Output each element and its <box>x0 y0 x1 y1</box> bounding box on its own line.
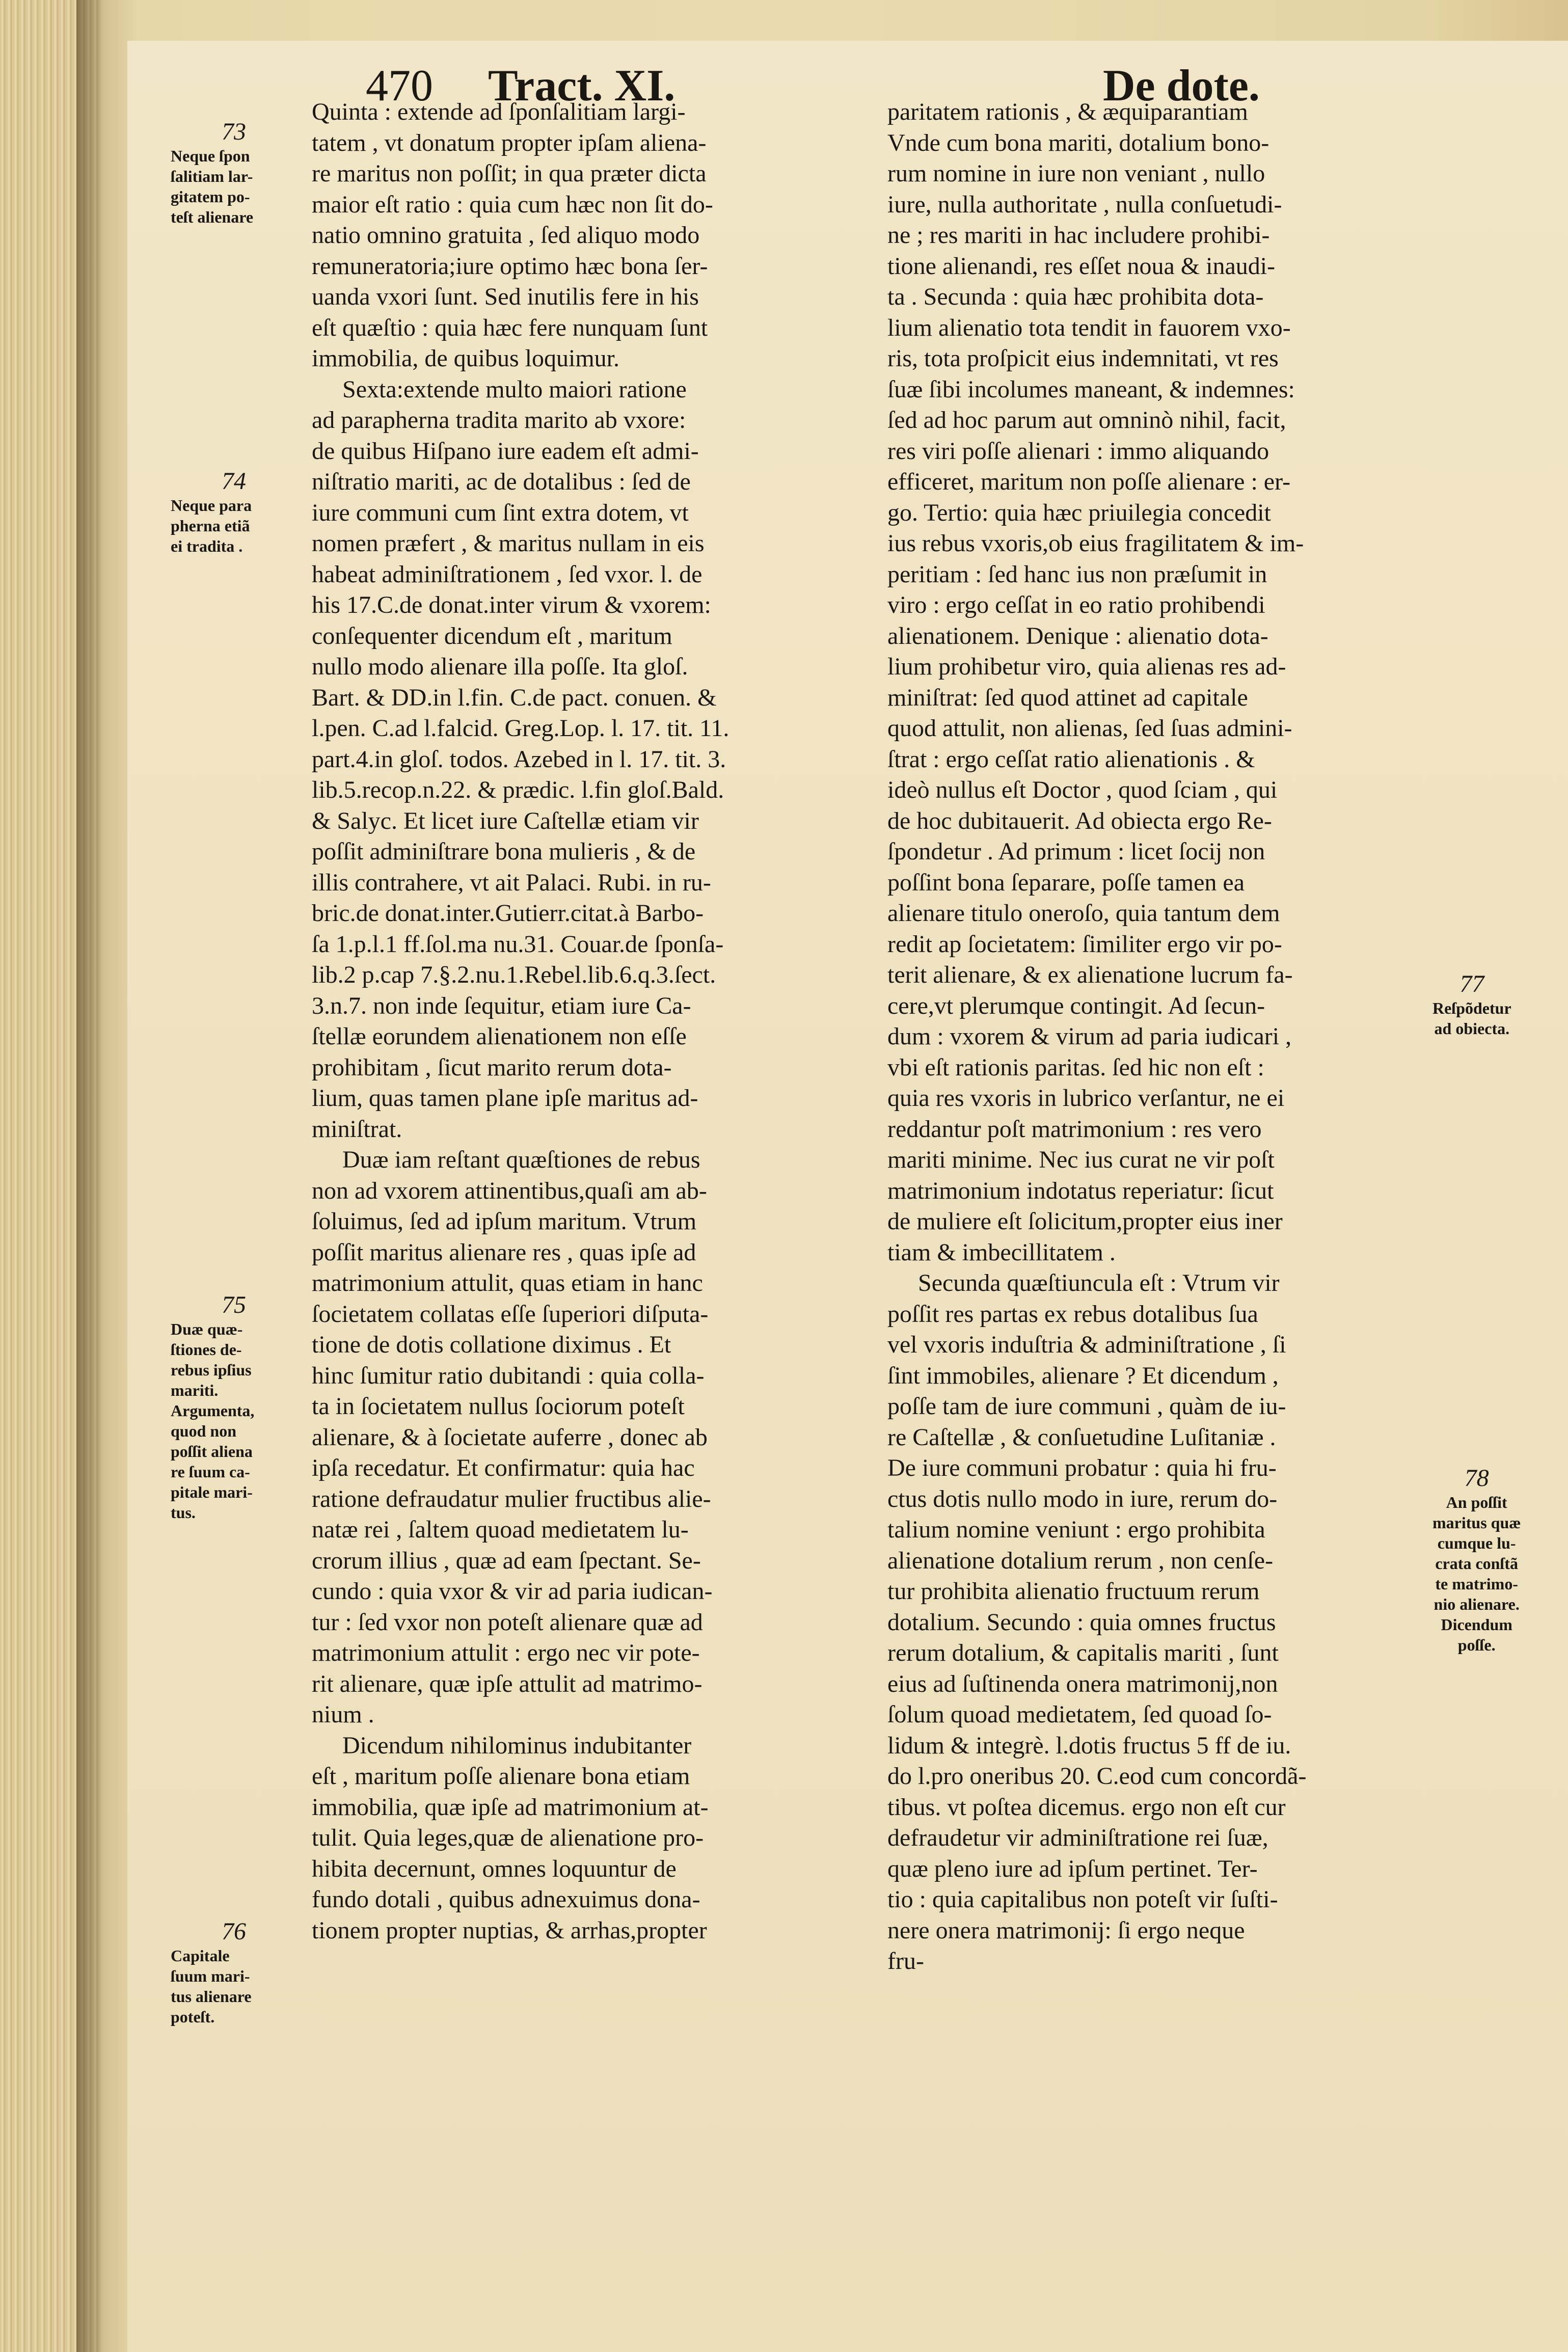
margin-note-line: Argumenta, <box>171 1401 255 1420</box>
text-line: conſequenter dicendum eſt , maritum <box>312 622 672 650</box>
margin-note-line: quod non <box>171 1422 236 1440</box>
margin-note-number: 74 <box>222 468 246 495</box>
text-line: maior eſt ratio : quia cum hæc non ſit do- <box>312 191 713 218</box>
margin-note-line: An poſſit <box>1446 1493 1507 1511</box>
text-line: ſtellæ eorundem alienationem non eſſe <box>312 1023 687 1050</box>
margin-note-number: 77 <box>1459 970 1484 997</box>
margin-note-number: 73 <box>222 118 246 145</box>
margin-note-number: 76 <box>222 1918 246 1945</box>
margin-note-line: tus alienare <box>171 1987 252 2006</box>
text-line: De iure communi probatur : quia hi fru- <box>887 1454 1277 1481</box>
text-line: Bart. & DD.in l.fin. C.de pact. conuen. & <box>312 684 717 711</box>
text-line: ſoluimus, ſed ad ipſum maritum. Vtrum <box>312 1208 697 1235</box>
text-line: poſſit res partas ex rebus dotalibus ſua <box>887 1300 1258 1328</box>
text-line: quia res vxoris in lubrico verſantur, ne ei <box>887 1085 1285 1112</box>
margin-note-line: Dicendum <box>1441 1615 1512 1634</box>
text-line: his 17.C.de donat.inter virum & vxorem: <box>312 591 711 618</box>
text-line: illis contrahere, vt ait Palaci. Rubi. in ru- <box>312 869 711 896</box>
margin-note-73 <box>171 118 253 227</box>
margin-note-line: Capitale <box>171 1947 230 1965</box>
text-line: matrimonium indotatus reperiatur: ſicut <box>887 1177 1274 1204</box>
text-line: ad parapherna tradita marito ab vxore: <box>312 407 686 434</box>
text-line: Dicendum nihilominus indubitanter <box>342 1732 692 1759</box>
text-line: poſſint bona ſeparare, poſſe tamen ea <box>887 869 1245 896</box>
margin-note-line: ſuum mari- <box>171 1967 250 1985</box>
margin-note-line: Reſpõdetur <box>1432 999 1511 1017</box>
margin-note-line: ſalitiam lar- <box>171 167 253 185</box>
margin-note-line: ad obiecta. <box>1434 1019 1510 1038</box>
text-line: dum : vxorem & virum ad paria iudicari , <box>887 1023 1292 1050</box>
text-line: tione de dotis collatione diximus . Et <box>312 1331 671 1358</box>
text-line: eius ad ſuſtinenda onera matrimonij,non <box>887 1670 1278 1697</box>
text-line: ta in ſocietatem nullus ſociorum poteſt <box>312 1393 685 1420</box>
margin-note-line: poſſe. <box>1457 1636 1496 1654</box>
text-line: ſtrat : ergo ceſſat ratio alienationis . & <box>887 745 1255 773</box>
text-line: tibus. vt poſtea dicemus. ergo non eſt cur <box>887 1793 1286 1821</box>
text-line: miniſtrat: ſed quod attinet ad capitale <box>887 684 1248 711</box>
margin-note-line: mariti. <box>171 1381 219 1399</box>
text-line: ſocietatem collatas eſſe ſuperiori diſputa- <box>312 1300 709 1328</box>
text-line: nomen præfert , & maritus nullam in eis <box>312 530 705 557</box>
text-line: alienatione dotalium rerum , non cenſe- <box>887 1547 1274 1574</box>
margin-note-line: pherna etiã <box>171 517 250 535</box>
text-line: tulit. Quia leges,quæ de alienatione pro- <box>312 1824 704 1851</box>
text-line: rum nomine in iure non veniant , nullo <box>887 160 1265 187</box>
text-line: tionem propter nuptias, & arrhas,propter <box>312 1916 707 1944</box>
margin-note-line: cumque lu- <box>1437 1534 1516 1552</box>
text-line: mariti minime. Nec ius curat ne vir poſt <box>887 1146 1275 1173</box>
text-line: alienare titulo oneroſo, quia tantum dem <box>887 900 1280 927</box>
text-line: poſſit adminiſtrare bona mulieris , & de <box>312 838 696 865</box>
text-line: natio omnino gratuita , ſed aliquo modo <box>312 222 700 249</box>
text-line: res viri poſſe alienari : immo aliquando <box>887 437 1269 465</box>
margin-note-number: 78 <box>1464 1465 1489 1492</box>
text-line: rerum dotalium, & capitalis mariti , ſunt <box>887 1639 1279 1666</box>
margin-note-line: gitatem po- <box>171 187 250 206</box>
left-text-column <box>312 97 859 1946</box>
text-line: iure communi cum ſint extra dotem, vt <box>312 499 689 526</box>
text-line: poſſe tam de iure communi , quàm de iu- <box>887 1393 1286 1420</box>
text-line: prohibitam , ſicut marito rerum dota- <box>312 1053 672 1081</box>
text-line: poſſit maritus alienare res , quas ipſe ad <box>312 1238 696 1266</box>
text-line: redit ap ſocietatem: ſimiliter ergo vir po- <box>887 930 1282 958</box>
text-line: fru- <box>887 1948 924 1975</box>
text-line: Duæ iam reſtant quæſtiones de rebus <box>342 1146 700 1173</box>
text-line: ſpondetur . Ad primum : licet ſocij non <box>887 838 1265 865</box>
text-line: quæ pleno iure ad ipſum pertinet. Ter- <box>887 1855 1258 1882</box>
margin-note-76 <box>171 1918 252 2027</box>
text-line: remuneratoria;iure optimo hæc bona ſer- <box>312 252 708 280</box>
text-line: lidum & integrè. l.dotis fructus 5 ff de iu. <box>887 1732 1291 1759</box>
margin-note-line: poſſit aliena <box>171 1442 253 1461</box>
text-line: Vnde cum bona mariti, dotalium bono- <box>887 129 1269 156</box>
margin-note-line: poteſt. <box>171 2008 215 2026</box>
text-line: cundo : quia vxor & vir ad paria iudican- <box>312 1578 713 1605</box>
text-line: Quinta : extende ad ſponſalitiam largi- <box>312 98 686 125</box>
margin-note-77 <box>1432 970 1511 1039</box>
text-line: alienare, & à ſocietate auferre , donec ab <box>312 1423 708 1451</box>
right-text-column <box>887 97 1443 1977</box>
text-line: ius rebus vxoris,ob eius fragilitatem & im- <box>887 530 1304 557</box>
margin-note-line: tus. <box>171 1503 196 1522</box>
margin-note-line: Duæ quæ- <box>171 1320 243 1338</box>
text-line: miniſtrat. <box>312 1115 402 1143</box>
text-line: defraudetur vir adminiſtratione rei ſuæ, <box>887 1824 1268 1851</box>
text-line: efficeret, maritum non poſſe alienare : er- <box>887 468 1291 495</box>
text-line: eſt quæſtio : quia hæc fere nunquam ſunt <box>312 314 708 341</box>
text-line: eſt , maritum poſſe alienare bona etiam <box>312 1763 690 1790</box>
text-line: nullo modo alienare illa poſſe. Ita gloſ. <box>312 653 688 680</box>
text-line: re Caſtellæ , & conſuetudine Luſitaniæ . <box>887 1423 1276 1451</box>
text-line: crorum illius , quæ ad eam ſpectant. Se- <box>312 1547 701 1574</box>
text-line: de muliere eſt ſolicitum,propter eius iner <box>887 1208 1283 1235</box>
margin-note-75 <box>171 1291 254 1523</box>
text-line: ta . Secunda : quia hæc prohibita dota- <box>887 283 1264 310</box>
text-line: matrimonium attulit : ergo nec vir pote- <box>312 1639 700 1666</box>
text-line: lib.5.recop.n.22. & prædic. l.fin gloſ.Bald. <box>312 776 724 803</box>
text-line: viro : ergo ceſſat in eo ratio prohibendi <box>887 591 1265 618</box>
page-number: 470 <box>366 61 433 111</box>
margin-note-line: pitale mari- <box>171 1483 253 1501</box>
text-line: alienationem. Denique : alienatio dota- <box>887 622 1268 650</box>
margin-note-number: 75 <box>222 1291 246 1318</box>
margin-note-line: Neque para <box>171 496 252 515</box>
text-line: vbi eſt rationis paritas. ſed hic non eſt : <box>887 1053 1264 1081</box>
text-line: Sexta:extende multo maiori ratione <box>342 375 687 403</box>
text-line: ſolum quoad medietatem, ſed quoad ſo- <box>887 1701 1272 1728</box>
margin-note-line: rebus ipſius <box>171 1361 252 1379</box>
text-line: ctus dotis nullo modo in iure, rerum do- <box>887 1485 1278 1512</box>
text-line: Secunda quæſtiuncula eſt : Vtrum vir <box>918 1269 1280 1296</box>
margin-note-line: nio alienare. <box>1434 1595 1520 1613</box>
text-line: nium . <box>312 1701 374 1728</box>
text-line: bric.de donat.inter.Gutierr.citat.à Barbo- <box>312 900 704 927</box>
text-line: ne ; res mariti in hac includere prohibi- <box>887 222 1270 249</box>
text-line: ideò nullus eſt Doctor , quod ſciam , qui <box>887 776 1278 803</box>
text-line: cere,vt plerumque contingit. Ad ſecun- <box>887 992 1265 1019</box>
text-line: ſed ad hoc parum aut omninò nihil, facit, <box>887 407 1286 434</box>
text-line: rit alienare, quæ ipſe attulit ad matrimo- <box>312 1670 702 1697</box>
text-line: tur prohibita alienatio fructuum rerum <box>887 1578 1260 1605</box>
text-line: tur : ſed vxor non poteſt alienare quæ ad <box>312 1608 703 1636</box>
margin-note-line: re ſuum ca- <box>171 1463 250 1481</box>
text-line: immobilia, de quibus loquimur. <box>312 345 619 372</box>
text-line: & Salyc. Et licet iure Caſtellæ etiam vir <box>312 807 699 834</box>
text-line: do l.pro oneribus 20. C.eod cum concordã- <box>887 1763 1307 1790</box>
text-line: 3.n.7. non inde ſequitur, etiam iure Ca- <box>312 992 691 1019</box>
text-line: fundo dotali , quibus adnexuimus dona- <box>312 1886 700 1913</box>
text-line: ſuæ ſibi incolumes maneant, & indemnes: <box>887 375 1295 403</box>
text-line: ipſa recedatur. Et confirmatur: quia hac <box>312 1454 695 1481</box>
text-line: immobilia, quæ ipſe ad matrimonium at- <box>312 1793 709 1821</box>
text-line: part.4.in gloſ. todos. Azebed in l. 17. tit. 3. <box>312 745 726 773</box>
text-line: vel vxoris induſtria & adminiſtratione , ſi <box>887 1331 1286 1358</box>
margin-note-line: ſtiones de- <box>171 1340 242 1359</box>
text-line: de hoc dubitauerit. Ad obiecta ergo Re- <box>887 807 1272 834</box>
text-line: ſint immobiles, alienare ? Et dicendum , <box>887 1362 1279 1389</box>
margin-note-line: Neque ſpon <box>171 147 250 165</box>
margin-note-line: maritus quæ <box>1432 1513 1521 1532</box>
text-line: natæ rei , ſaltem quoad medietatem lu- <box>312 1516 689 1543</box>
margin-note-line: te matrimo- <box>1435 1575 1518 1593</box>
text-line: habeat adminiſtrationem , ſed vxor. l. de <box>312 560 702 588</box>
text-line: paritatem rationis , & æquiparantiam <box>887 98 1248 125</box>
text-line: iure, nulla authoritate , nulla conſuetudi- <box>887 191 1282 218</box>
text-line: dotalium. Secundo : quia omnes fructus <box>887 1608 1276 1636</box>
text-line: terit alienare, & ex alienatione lucrum fa- <box>887 961 1293 988</box>
text-line: talium nomine veniunt : ergo prohibita <box>887 1516 1265 1543</box>
text-line: hinc ſumitur ratio dubitandi : quia colla- <box>312 1362 705 1389</box>
text-line: matrimonium attulit, quas etiam in hanc <box>312 1269 703 1296</box>
text-line: non ad vxorem attinentibus,quaſi am ab- <box>312 1177 707 1204</box>
text-line: go. Tertio: quia hæc priuilegia concedit <box>887 499 1271 526</box>
text-line: tatem , vt donatum propter ipſam aliena- <box>312 129 707 156</box>
text-line: ris, tota proſpicit eius indemnitati, vt res <box>887 345 1279 372</box>
text-line: hibita decernunt, omnes loquuntur de <box>312 1855 677 1882</box>
running-head-title: De dote. <box>1103 61 1260 111</box>
text-line: l.pen. C.ad l.falcid. Greg.Lop. l. 17. tit. 11. <box>312 715 729 742</box>
text-line: peritiam : ſed hanc ius non præſumit in <box>887 560 1267 588</box>
text-line: reddantur poſt matrimonium : res vero <box>887 1115 1262 1143</box>
margin-note-line: crata conſtã <box>1435 1554 1518 1573</box>
margin-note-74 <box>171 468 252 556</box>
text-line: lium prohibetur viro, quia alienas res ad- <box>887 653 1286 680</box>
text-line: ſa 1.p.l.1 ff.ſol.ma nu.31. Couar.de ſponſa- <box>312 930 724 958</box>
text-line: re maritus non poſſit; in qua præter dicta <box>312 160 707 187</box>
text-line: quod attulit, non alienas, ſed ſuas admini- <box>887 715 1292 742</box>
text-line: de quibus Hiſpano iure eadem eſt admi- <box>312 437 699 465</box>
text-line: tio : quia capitalibus non poteſt vir ſuſti- <box>887 1886 1278 1913</box>
text-line: niſtratio mariti, ac de dotalibus : ſed de <box>312 468 691 495</box>
text-line: uanda vxori ſunt. Sed inutilis fere in his <box>312 283 699 310</box>
running-head-tract: Tract. XI. <box>488 61 675 111</box>
text-line: ratione defraudatur mulier fructibus alie- <box>312 1485 711 1512</box>
text-line: nere onera matrimonij: ſi ergo neque <box>887 1916 1245 1944</box>
text-line: tione alienandi, res eſſet noua & inaudi- <box>887 252 1276 280</box>
margin-note-78 <box>1432 1465 1521 1655</box>
text-line: tiam & imbecillitatem . <box>887 1238 1116 1266</box>
text-line: lium, quas tamen plane ipſe maritus ad- <box>312 1085 698 1112</box>
margin-note-line: teſt alienare <box>171 208 254 226</box>
text-line: lib.2 p.cap 7.§.2.nu.1.Rebel.lib.6.q.3.ſect. <box>312 961 716 988</box>
margin-note-line: ei tradita . <box>171 537 243 555</box>
text-line: lium alienatio tota tendit in fauorem vxo- <box>887 314 1291 341</box>
